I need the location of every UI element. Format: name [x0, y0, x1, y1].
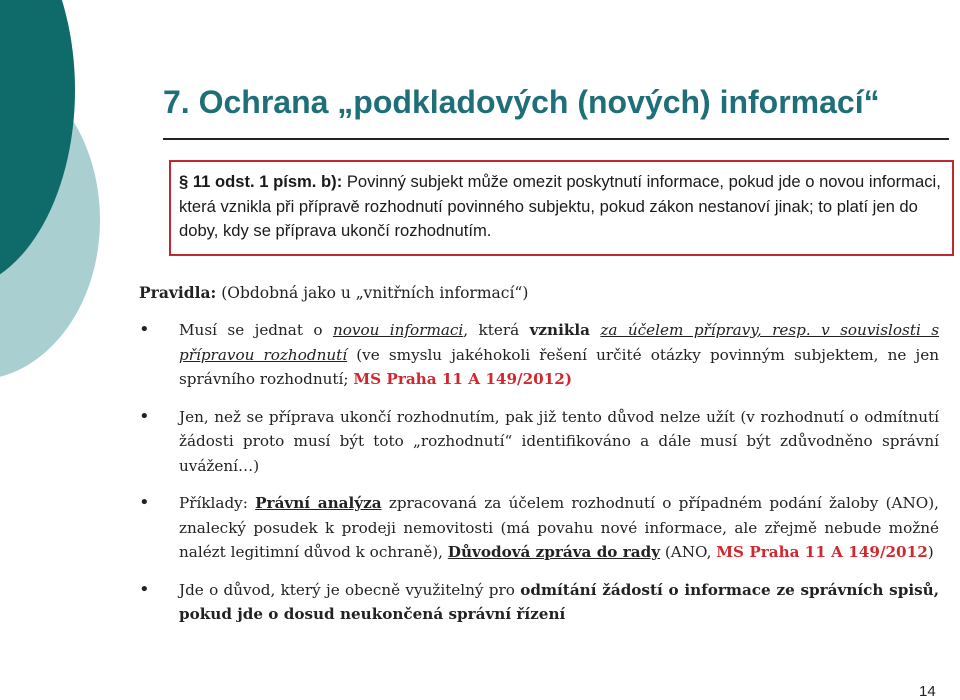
bold-text: vznikla [529, 321, 590, 339]
text-segment: zpracovaná za účelem rozhodnutí o případném podání žaloby (ANO), znalecký posudek k prodeji nemovitosti (má povahu nové informace, ale zřejmě nebude možné nalézt legitimní důvod k ochraně), [179, 494, 939, 561]
text-segment: Jde o důvod, který je obecně využitelný pro [179, 580, 521, 599]
list-item [139, 405, 939, 479]
list-item [139, 491, 939, 565]
law-text: Povinný subjekt může omezit poskytnutí informace, pokud jde o novou informaci, která vznikla při přípravě rozhodnutí povinného subjektu, pokud zákon nestanoví jinak; to platí jen do doby, kdy se příprava ukončí rozhodnutím. [179, 172, 941, 240]
emphasis-text: za účelem přípravy, resp. v souvislosti s přípravou rozhodnutí [179, 321, 940, 364]
rules-heading [139, 283, 528, 302]
title-divider [163, 138, 949, 140]
case-reference: MS Praha 11 A 149/2012) [353, 370, 573, 388]
bold-text: Důvodová zpráva do rady [447, 543, 661, 561]
text-segment: (ve smyslu jakéhokoli řešení určité otázky povinným subjektem, ne jen správního rozhodnutí; [179, 345, 939, 388]
law-reference: § 11 odst. 1 písm. b): [179, 172, 343, 191]
rules-list [139, 318, 939, 627]
slide-title: 7. Ochrana „podkladových (nových) informací“ [163, 84, 880, 120]
rules-label: Pravidla: [139, 283, 217, 302]
list-item [139, 578, 939, 627]
emphasis-text: novou informaci [332, 321, 464, 339]
text-segment: ) [927, 543, 934, 561]
bold-text: Právní analýza [255, 494, 382, 512]
rules-note: (Obdobná jako u „vnitřních informací“) [216, 284, 529, 302]
bold-text: odmítání žádostí o informace ze správních spisů, pokud jde o dosud neukončená správní řízení [179, 580, 939, 623]
text-segment: (ANO, [660, 543, 717, 561]
case-reference: MS Praha 11 A 149/2012 [716, 543, 928, 561]
text-segment: , která [463, 321, 530, 339]
list-item [139, 318, 939, 392]
page-number: 14 [919, 683, 936, 700]
text-segment: Příklady: [179, 494, 256, 512]
law-quote-box [169, 160, 954, 256]
text-segment [590, 321, 600, 339]
text-segment: Musí se jednat o [179, 321, 333, 339]
text-segment: Jen, než se příprava ukončí rozhodnutím, pak již tento důvod nelze užít (v rozhodnutí o odmítnutí žádosti proto musí být toto „rozhodnutí“ identifikováno a dále musí být zdůvodněno správní uvážení…) [179, 407, 939, 475]
